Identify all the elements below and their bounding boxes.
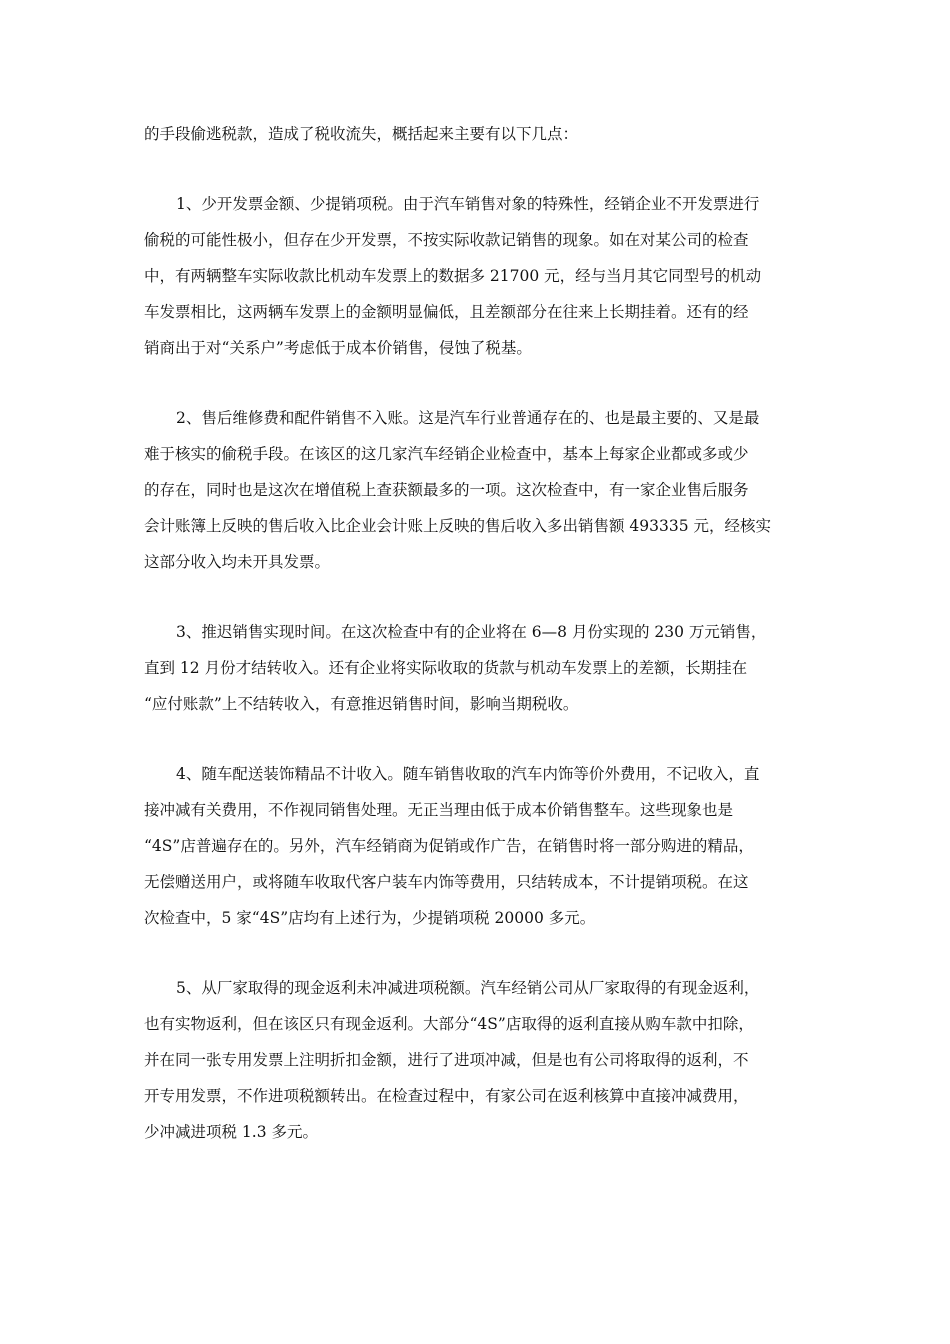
paragraph-line: 2、售后维修费和配件销售不入账。这是汽车行业普通存在的、也是最主要的、又是最 xyxy=(176,409,760,427)
paragraph-line: 会计账簿上反映的售后收入比企业会计账上反映的售后收入多出销售额 493335 元，经核实 xyxy=(144,517,772,535)
paragraph-gap xyxy=(144,366,812,400)
paragraph-line: 3、推迟销售实现时间。在这次检查中有的企业将在 6—8 月份实现的 230 万元销售， xyxy=(176,623,767,641)
paragraph-gap xyxy=(144,152,812,186)
paragraph-line: 车发票相比，这两辆车发票上的金额明显偏低，且差额部分在往来上长期挂着。还有的经 xyxy=(144,303,749,321)
paragraph-4 xyxy=(144,756,812,936)
paragraph-line: 销商出于对“关系户”考虑低于成本价销售，侵蚀了税基。 xyxy=(144,339,532,357)
paragraph-line: 5、从厂家取得的现金返利未冲减进项税额。汽车经销公司从厂家取得的有现金返利， xyxy=(176,979,760,997)
paragraph-line: 少冲减进项税 1.3 多元。 xyxy=(144,1123,319,1141)
paragraph-line: 直到 12 月份才结转收入。还有企业将实际收取的货款与机动车发票上的差额，长期挂在 xyxy=(144,659,748,677)
paragraph-line: 中，有两辆整车实际收款比机动车发票上的数据多 21700 元，经与当月其它同型号的机动 xyxy=(144,267,762,285)
paragraph-1 xyxy=(144,186,812,366)
paragraph-line: 的存在，同时也是这次在增值税上查获额最多的一项。这次检查中，有一家企业售后服务 xyxy=(144,481,749,499)
paragraph-gap xyxy=(144,936,812,970)
paragraph-line: 1、少开发票金额、少提销项税。由于汽车销售对象的特殊性，经销企业不开发票进行 xyxy=(176,195,760,213)
paragraph-line: 无偿赠送用户，或将随车收取代客户装车内饰等费用，只结转成本，不计提销项税。在这 xyxy=(144,873,749,891)
paragraph-line: 接冲减有关费用，不作视同销售处理。无正当理由低于成本价销售整车。这些现象也是 xyxy=(144,801,734,819)
paragraph-line: 偷税的可能性极小，但存在少开发票，不按实际收款记销售的现象。如在对某公司的检查 xyxy=(144,231,749,249)
paragraph-line: 难于核实的偷税手段。在该区的这几家汽车经销企业检查中，基本上每家企业都或多或少 xyxy=(144,445,749,463)
paragraph-line: 并在同一张专用发票上注明折扣金额，进行了进项冲减，但是也有公司将取得的返利，不 xyxy=(144,1051,749,1069)
paragraph-line: 次检查中，5 家“4S”店均有上述行为，少提销项税 20000 多元。 xyxy=(144,909,596,927)
paragraph-line: 也有实物返利，但在该区只有现金返利。大部分“4S”店取得的返利直接从购车款中扣除， xyxy=(144,1015,754,1033)
paragraph-5 xyxy=(144,970,812,1150)
intro-line: 的手段偷逃税款，造成了税收流失，概括起来主要有以下几点： xyxy=(144,125,579,143)
paragraph-line: 4、随车配送装饰精品不计收入。随车销售收取的汽车内饰等价外费用，不记收入，直 xyxy=(176,765,760,783)
document-body xyxy=(144,116,812,1150)
paragraph-line: “应付账款”上不结转收入，有意推迟销售时间，影响当期税收。 xyxy=(144,695,579,713)
paragraph-line: “4S”店普遍存在的。另外，汽车经销商为促销或作广告，在销售时将一部分购进的精品， xyxy=(144,837,754,855)
paragraph-line: 这部分收入均未开具发票。 xyxy=(144,553,331,571)
paragraph-gap xyxy=(144,580,812,614)
paragraph-3 xyxy=(144,614,812,722)
paragraph-line: 开专用发票，不作进项税额转出。在检查过程中，有家公司在返利核算中直接冲减费用， xyxy=(144,1087,749,1105)
paragraph-gap xyxy=(144,722,812,756)
paragraph-2 xyxy=(144,400,812,580)
